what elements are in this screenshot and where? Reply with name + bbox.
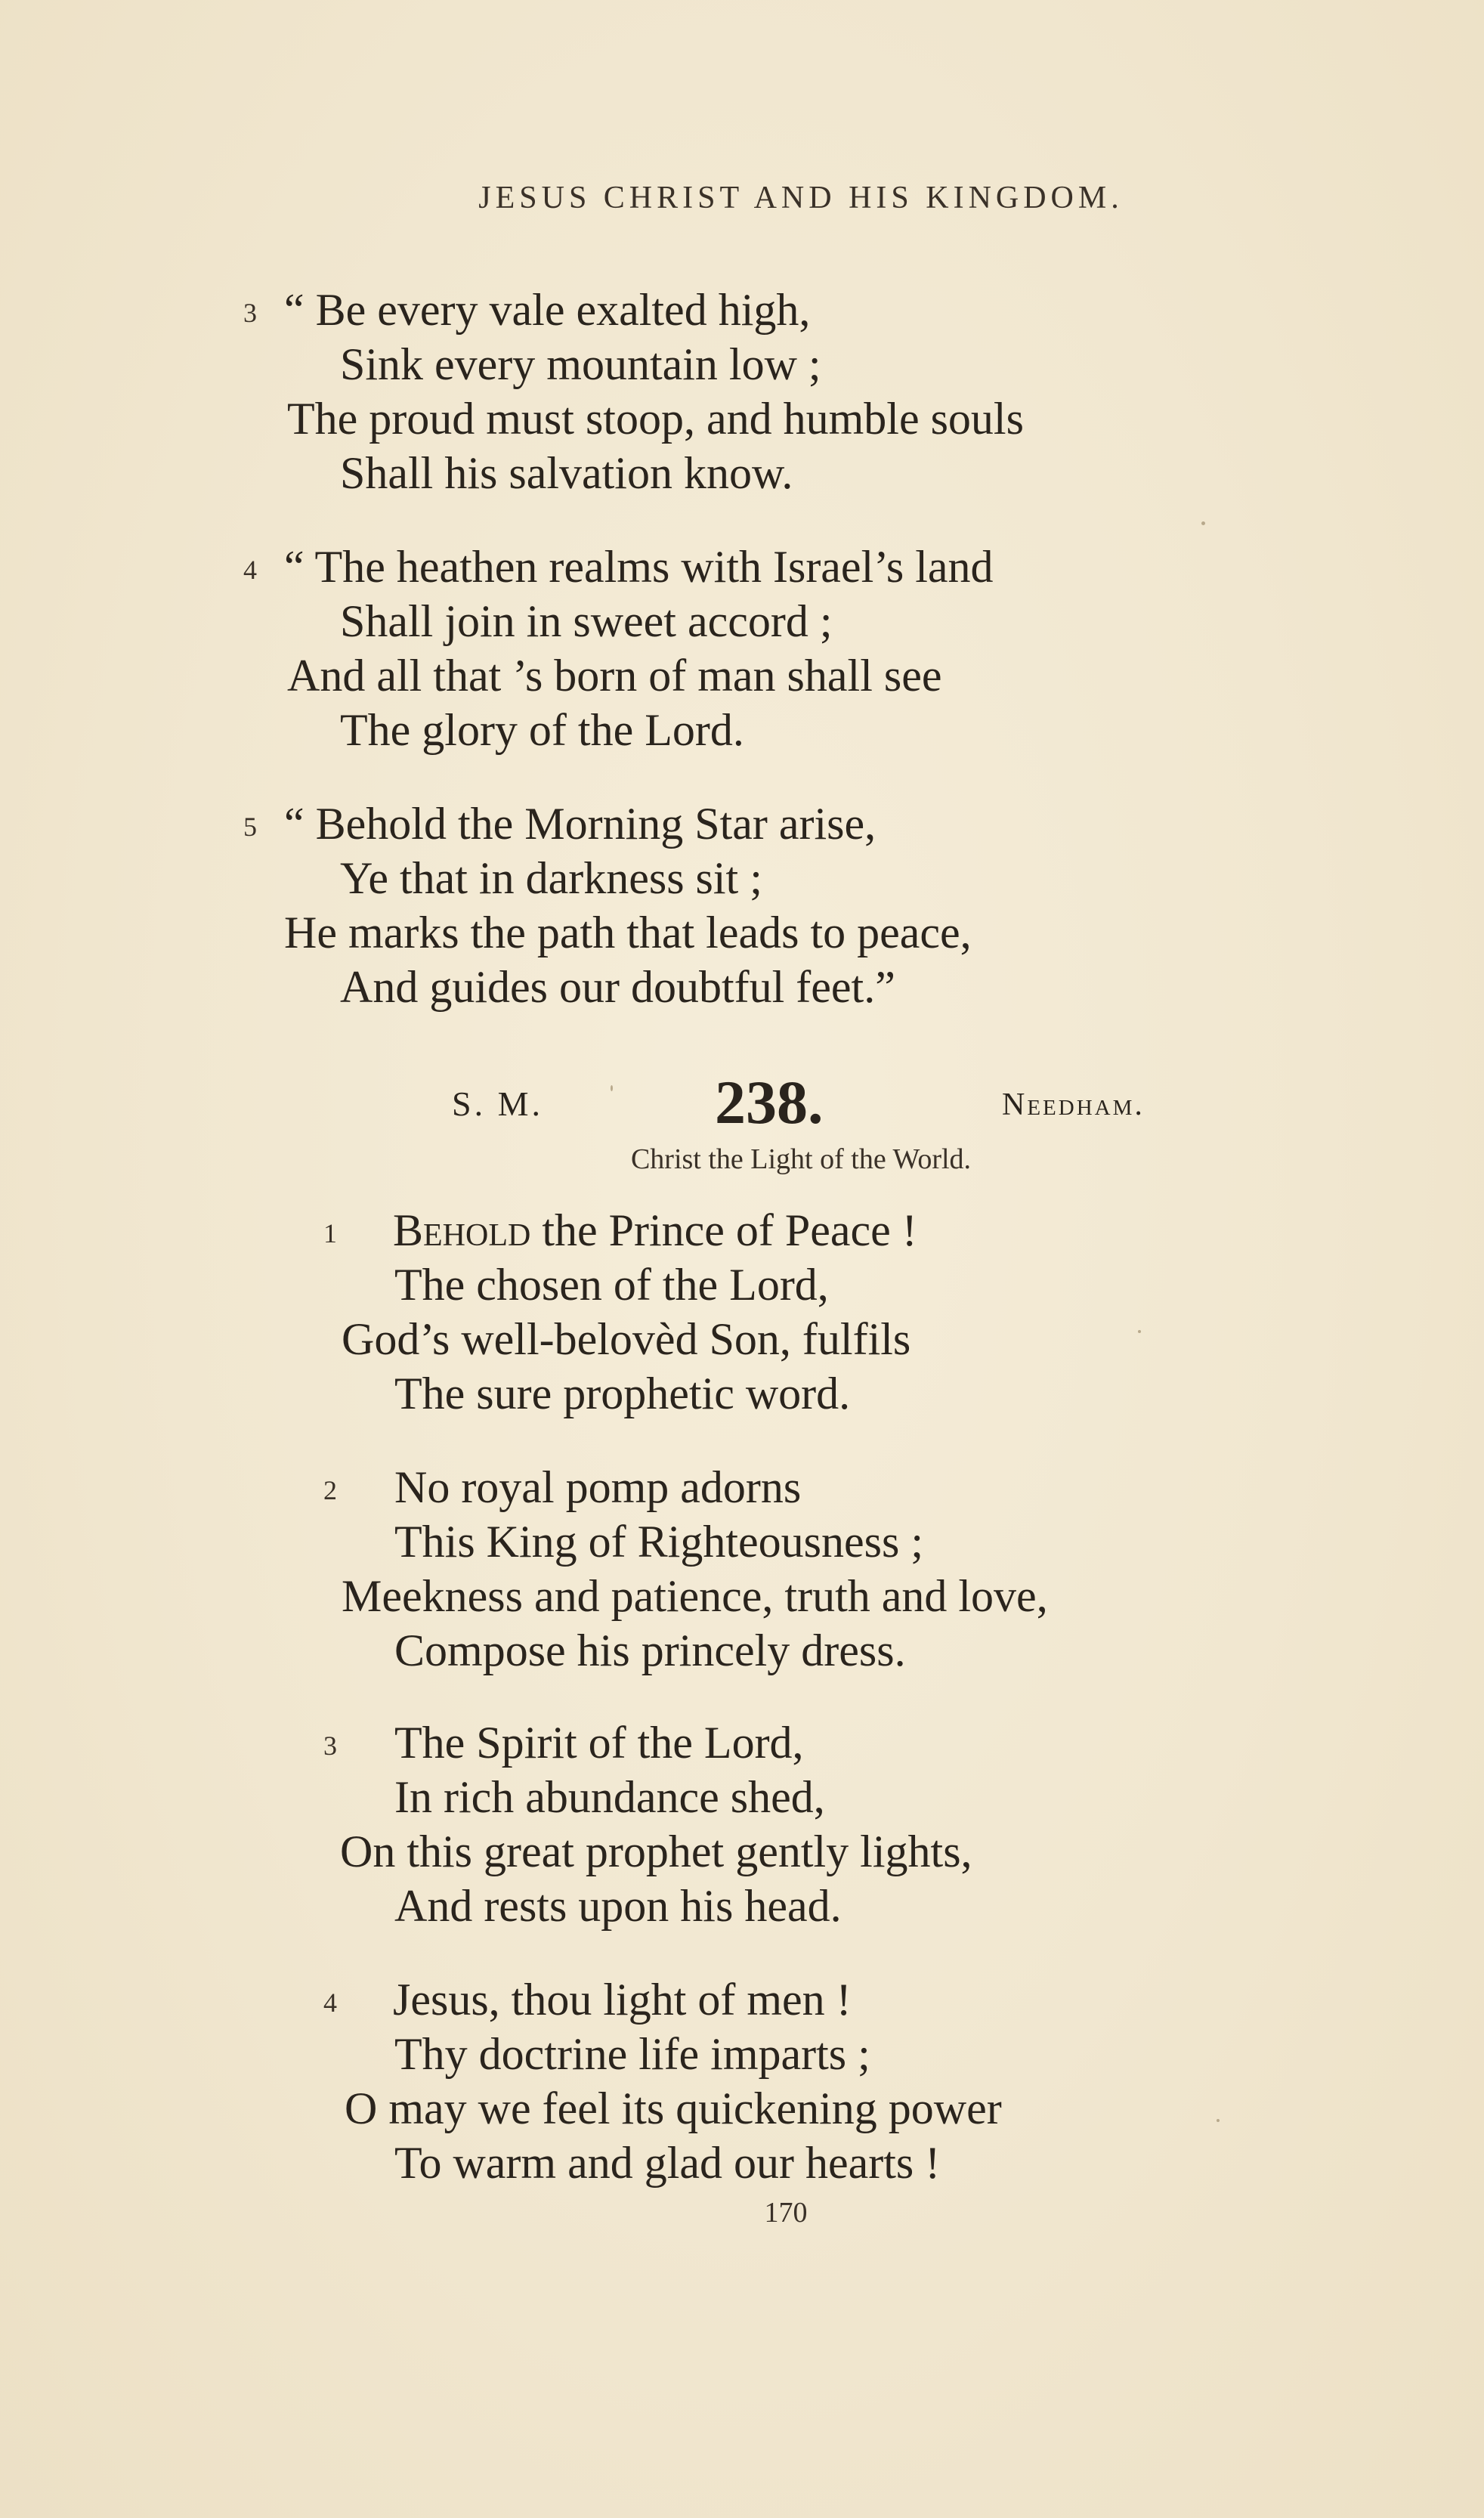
stanza-line: On this great prophet gently lights, <box>340 1827 972 1876</box>
stanza-line: The Spirit of the Lord, <box>394 1718 804 1768</box>
stanza-line: And guides our doubtful feet.” <box>340 962 895 1012</box>
stanza-number: 4 <box>323 1987 337 2018</box>
stanza-line: The chosen of the Lord, <box>394 1260 829 1310</box>
stanza-line: The glory of the Lord. <box>340 705 744 755</box>
opening-word: Behold <box>393 1205 531 1255</box>
stanza-line: No royal pomp adorns <box>394 1462 802 1512</box>
stanza-line: God’s well-belovèd Son, fulfils <box>342 1314 911 1364</box>
page-number: 170 <box>764 2197 808 2229</box>
stanza-line: Shall his salvation know. <box>340 448 793 498</box>
opening-line-rest: the Prince of Peace ! <box>530 1205 917 1255</box>
paper-speck <box>1217 2119 1220 2122</box>
stanza-opening-line <box>393 1203 917 1257</box>
stanza-line: Jesus, thou light of men ! <box>393 1975 852 2025</box>
stanza-line: Thy doctrine life imparts ; <box>394 2029 870 2079</box>
stanza-line: Shall join in sweet accord ; <box>340 596 833 646</box>
stanza-line: “ Be every vale exalted high, <box>284 285 811 335</box>
hymn-tune: Needham. <box>1002 1087 1145 1122</box>
stanza-number: 3 <box>323 1731 337 1761</box>
stanza-line: “ Behold the Morning Star arise, <box>284 799 876 849</box>
stanza-number: 1 <box>323 1218 337 1248</box>
stanza-line: “ The heathen realms with Israel’s land <box>284 542 994 592</box>
stanza-number: 3 <box>243 298 257 328</box>
paper-speck <box>1138 1330 1141 1333</box>
paper-speck <box>611 1085 613 1091</box>
stanza-line: Meekness and patience, truth and love, <box>342 1571 1048 1621</box>
stanza-line: In rich abundance shed, <box>394 1772 825 1822</box>
stanza-line: The sure prophetic word. <box>394 1369 851 1418</box>
stanza-line: He marks the path that leads to peace, <box>284 908 972 957</box>
running-head: JESUS CHRIST AND HIS KINGDOM. <box>478 181 1124 215</box>
stanza-line: This King of Righteousness ; <box>394 1517 923 1567</box>
stanza-line: Sink every mountain low ; <box>340 339 821 389</box>
stanza-number: 4 <box>243 555 257 585</box>
stanza-line: And all that ’s born of man shall see <box>287 651 942 701</box>
stanza-line: Compose his princely dress. <box>394 1626 906 1675</box>
stanza-number: 2 <box>323 1475 337 1505</box>
hymn-title: Christ the Light of the World. <box>630 1143 972 1175</box>
stanza-line: The proud must stoop, and humble souls <box>287 394 1024 444</box>
stanza-number: 5 <box>243 812 257 842</box>
hymn-number: 238. <box>715 1068 824 1137</box>
hymn-meter: S. M. <box>452 1084 543 1123</box>
hymn-heading <box>0 1067 1484 1135</box>
stanza-line: To warm and glad our hearts ! <box>394 2138 941 2188</box>
paper-speck <box>1201 521 1205 525</box>
stanza-line: And rests upon his head. <box>394 1881 842 1931</box>
stanza-line: Ye that in darkness sit ; <box>340 853 762 903</box>
stanza-line: O may we feel its quickening power <box>345 2083 1002 2133</box>
